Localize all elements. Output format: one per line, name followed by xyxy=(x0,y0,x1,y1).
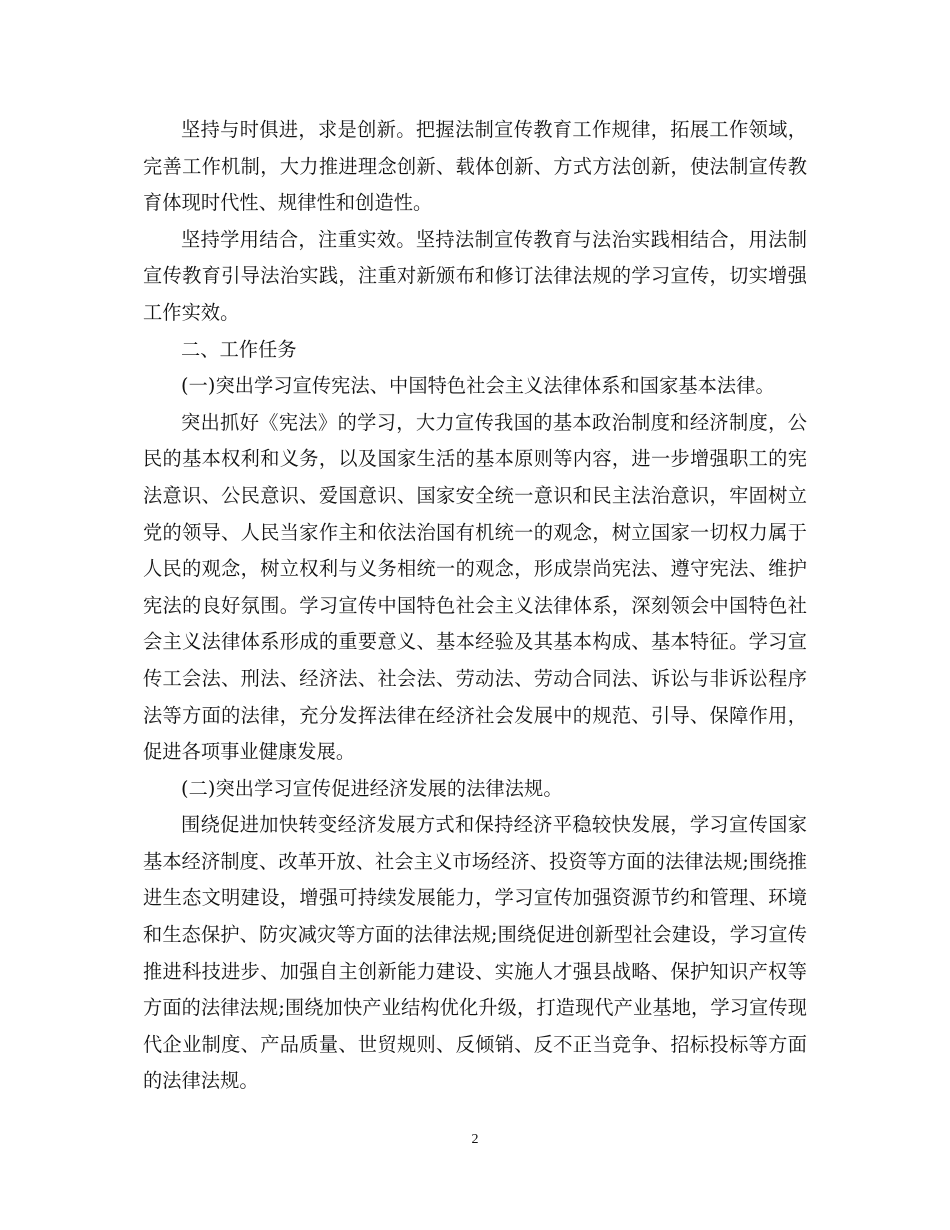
section-heading-tasks: 二、工作任务 xyxy=(181,337,297,361)
subheading-constitution: (一)突出学习宣传宪法、中国特色社会主义法律体系和国家基本法律。 xyxy=(181,374,775,398)
page-number: 2 xyxy=(471,1132,479,1147)
paragraph-practice: 坚持学用结合，注重实效。坚持法制宣传教育与法治实践相结合，用法制宣传教育引导法治实践，注重对新颁布和修订法律法规的学习宣传，切实增强工作实效。 xyxy=(143,227,807,324)
paragraph-innovation: 坚持与时俱进，求是创新。把握法制宣传教育工作规律，拓展工作领域，完善工作机制，大力推进理念创新、载体创新、方式方法创新，使法制宣传教育体现时代性、规律性和创造性。 xyxy=(143,118,807,215)
paragraph-constitution: 突出抓好《宪法》的学习，大力宣传我国的基本政治制度和经济制度，公民的基本权利和义务，以及国家生活的基本原则等内容，进一步增强职工的宪法意识、公民意识、爱国意识、国家安全统一意识和民主法治意识，牢固树立党的领导、人民当家作主和依法治国有机统一的观念，树立国家一切权力属于人民的观念，树立权利与义务相统一的观念，形成崇尚宪法、遵守宪法、维护宪法的良好氛围。学习宣传中国特色社会主义法律体系，深刻领会中国特色社会主义法律体系形成的重要意义、基本经验及其基本构成、基本特征。学习宣传工会法、刑法、经济法、社会法、劳动法、劳动合同法、诉讼与非诉讼程序法等方面的法律，充分发挥法律在经济社会发展中的规范、引导、保障作用，促进各项事业健康发展。 xyxy=(143,410,807,764)
document-body xyxy=(143,112,807,1100)
paragraph-economy: 围绕促进加快转变经济发展方式和保持经济平稳较快发展，学习宣传国家基本经济制度、改革开放、社会主义市场经济、投资等方面的法律法规;围绕推进生态文明建设，增强可持续发展能力，学习宣传加强资源节约和管理、环境和生态保护、防灾减灾等方面的法律法规;围绕促进创新型社会建设，学习宣传推进科技进步、加强自主创新能力建设、实施人才强县战略、保护知识产权等方面的法律法规;围绕加快产业结构优化升级，打造现代产业基地，学习宣传现代企业制度、产品质量、世贸规则、反倾销、反不正当竞争、招标投标等方面的法律法规。 xyxy=(143,813,807,1093)
subheading-economy: (二)突出学习宣传促进经济发展的法律法规。 xyxy=(181,776,563,800)
